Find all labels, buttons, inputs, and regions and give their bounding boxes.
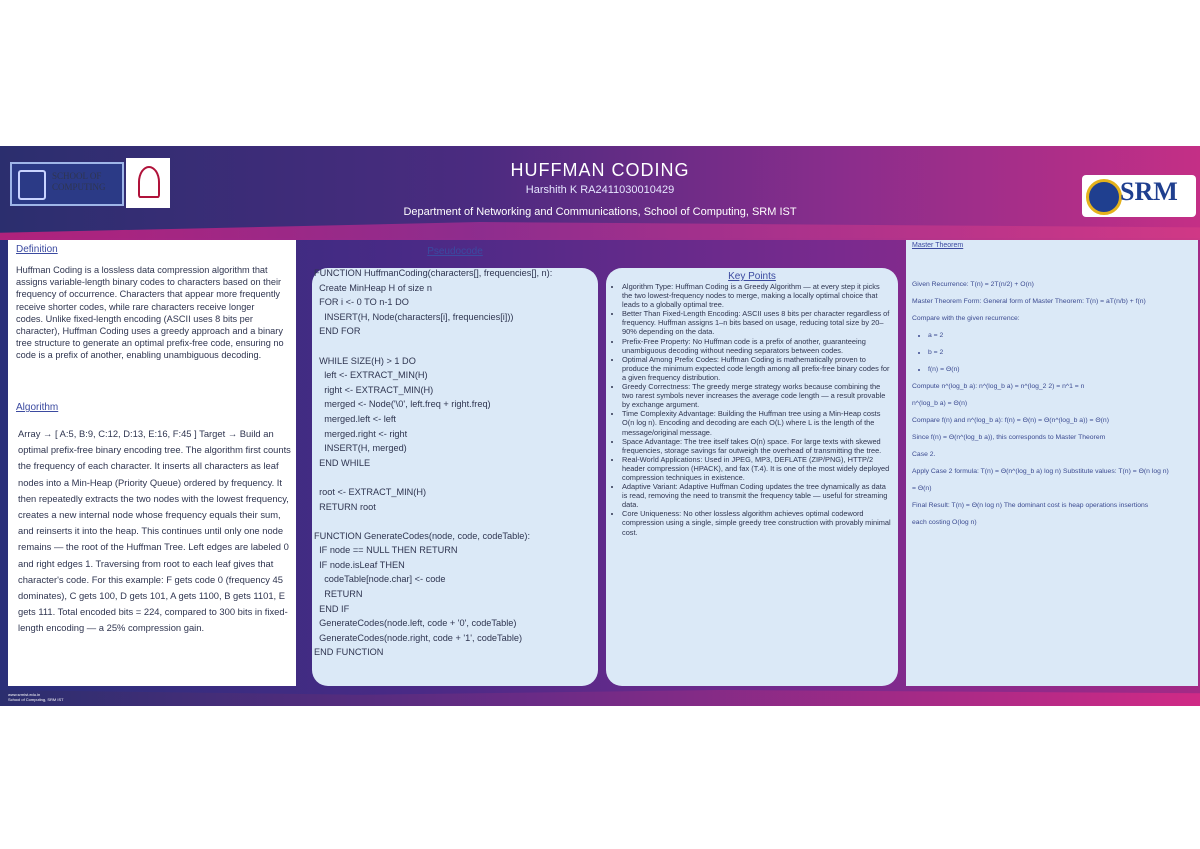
mt-compare2: Compare f(n) and n^(log_b a): f(n) = Θ(n) = Θ(n^(log_b a)) = Θ(n)	[912, 417, 1109, 424]
mt-apply: Apply Case 2 formula: T(n) = Θ(n^(log_b a) log n) Substitute values: T(n) = Θ(n log n)	[912, 468, 1169, 475]
pseudocode-line: left <- EXTRACT_MIN(H)	[314, 370, 428, 381]
poster-title: HUFFMAN CODING	[510, 160, 690, 180]
algorithm-heading: Algorithm	[16, 402, 59, 413]
runner-logo	[126, 158, 170, 208]
key-point-item: • Algorithm Type: Huffman Coding is a Greedy Algorithm — at every step it picks the two lowest-frequency nodes to merge, making a locally optimal choice that leads to a globally optimal tree.	[622, 282, 892, 309]
mt-form: Master Theorem Form: General form of Master Theorem: T(n) = aT(n/b) + f(n)	[912, 298, 1146, 305]
pseudocode-line: merged <- Node('\0', left.freq + right.freq)	[314, 399, 491, 410]
pseudocode-line: WHILE SIZE(H) > 1 DO	[314, 355, 416, 366]
mt-compute2: n^(log_b a) = Θ(n)	[912, 400, 968, 407]
soc-logo-text: SCHOOL OF COMPUTING	[52, 171, 106, 192]
poster-footer-stripe	[0, 690, 1200, 706]
key-points-panel	[606, 268, 898, 686]
mt-param-item: • b = 2	[928, 344, 1194, 361]
key-point-item: • Greedy Correctness: The greedy merge strategy works because combining the two rarest symbols never increases the average code length — a result provable by exchange argument.	[622, 382, 892, 409]
key-points-list	[610, 282, 892, 537]
key-point-item: • Optimal Among Prefix Codes: Huffman Coding is mathematically proven to produce the minimum expected code length among all prefix-free binary codes for a given frequency distribution.	[622, 355, 892, 382]
pseudocode-line: FUNCTION HuffmanCoding(characters[], frequencies[], n):	[314, 268, 553, 278]
key-point-item: • Time Complexity Advantage: Building the Huffman tree using a Min-Heap costs O(n log n). Encoding and decoding are each O(L) where L is the length of the message/original message.	[622, 409, 892, 436]
mt-param-item: • a = 2	[928, 327, 1194, 344]
pseudocode-line: INSERT(H, merged)	[314, 443, 407, 454]
pseudocode-heading: Pseudocode	[427, 246, 483, 257]
poster-author: Harshith K RA2411030010429	[525, 184, 675, 196]
key-point-item: • Adaptive Variant: Adaptive Huffman Coding updates the tree dynamically as data is read, removing the need to transmit the frequency table — useful for streaming data.	[622, 482, 892, 509]
srm-seal-icon	[1086, 179, 1122, 215]
pseudocode-line: FUNCTION GenerateCodes(node, code, codeTable):	[314, 530, 531, 541]
pseudocode-line: codeTable[node.char] <- code	[314, 574, 446, 585]
pseudocode-line: FOR i <- 0 TO n-1 DO	[314, 297, 409, 308]
pseudocode-line: Create MinHeap H of size n	[314, 282, 432, 293]
key-point-item: • Better Than Fixed-Length Encoding: ASCII uses 8 bits per character regardless of frequency. Huffman assigns 1–n bits based on usage, reducing total size by 20–90% depending on the data.	[622, 309, 892, 336]
srm-logo-text: SRM	[1120, 177, 1178, 206]
pseudocode-line: IF node == NULL THEN RETURN	[314, 545, 458, 556]
srm-logo	[1082, 175, 1196, 217]
school-of-computing-logo	[10, 162, 124, 206]
footer-url: www.srmist.edu.in	[8, 692, 41, 697]
definition-panel	[8, 240, 296, 686]
poster-department: Department of Networking and Communications, School of Computing, SRM IST	[403, 206, 797, 218]
definition-body: Huffman Coding is a lossless data compression algorithm that assigns variable-length binary codes to characters based on their frequency of occurrence. Characters that appear more frequently receive shorter codes, while rare characters receive longer codes. Unlike fixed-length encoding (ASCII uses 8 bits per character), Huffman Coding uses a greedy approach and a binary tree structure to generate an optimal prefix-free code, ensuring no code is a prefix of another, enabling unambiguous decoding.	[16, 265, 284, 361]
pseudocode-panel	[312, 246, 598, 686]
master-theorem-panel	[906, 240, 1198, 686]
pseudocode-line: IF node.isLeaf THEN	[314, 559, 405, 570]
mt-final2: each costing O(log n)	[912, 519, 977, 526]
soc-emblem-icon	[18, 170, 46, 200]
definition-heading: Definition	[16, 244, 58, 255]
key-point-item: • Space Advantage: The tree itself takes O(n) space. For large texts with skewed frequencies, storage savings far outweigh the overhead of transmitting the tree.	[622, 437, 892, 455]
algorithm-body: Array → [ A:5, B:9, C:12, D:13, E:16, F:45 ] Target → Build an optimal prefix-free binary encoding tree. The algorithm first counts the frequency of each character. It inserts all characters as leaf nodes into a Min-Heap (Priority Queue) ordered by frequency. It then repeatedly extracts the two nodes with the lowest frequency, creates a new internal node whose frequency equals their sum, and reinserts it into the heap. This continues until only one node remains — the root of the Huffman Tree. Left edges are labeled 0 and right edges 1. Traversing from root to each leaf gives that character's code. For this example: F gets code 0 (frequency 45 dominates), C gets 100, D gets 101, A gets 1100, B gets 1101, E gets 111. Total encoded bits = 224, compared to 300 bits in fixed-length encoding — a 25% compression gain.	[18, 428, 291, 634]
pseudocode-line: END FUNCTION	[314, 647, 384, 658]
runner-figure-icon	[138, 166, 160, 198]
pseudocode-line	[314, 339, 596, 354]
pseudocode-line: END IF	[314, 603, 350, 614]
master-theorem-heading: Master Theorem	[912, 242, 964, 249]
key-point-item: • Real-World Applications: Used in JPEG, MP3, DEFLATE (ZIP/PNG), HTTP/2 header compression (HPACK), and fax (T.4). It is one of the most widely deployed compression techniques in existence.	[622, 455, 892, 482]
mt-case: Case 2.	[912, 451, 936, 458]
pseudocode-line: right <- EXTRACT_MIN(H)	[314, 384, 434, 395]
key-points-heading: Key Points	[728, 271, 776, 282]
key-point-item: • Core Uniqueness: No other lossless algorithm achieves optimal codeword compression using a single, simple greedy tree construction with provably minimal cost.	[622, 509, 892, 536]
mt-apply2: = Θ(n)	[912, 485, 932, 492]
pseudocode-line: root <- EXTRACT_MIN(H)	[314, 486, 427, 497]
pseudocode-line: merged.left <- left	[314, 413, 396, 424]
mt-param-item: • f(n) = Θ(n)	[928, 361, 1194, 378]
footer-org: School of Computing, SRM IST	[8, 697, 64, 702]
pseudocode-line: RETURN root	[314, 501, 376, 512]
pseudocode-block	[314, 266, 596, 660]
pseudocode-line: END FOR	[314, 326, 361, 337]
pseudocode-line: RETURN	[314, 589, 363, 600]
pseudocode-line: GenerateCodes(node.left, code + '0', codeTable)	[314, 618, 517, 629]
mt-params-list	[912, 327, 1194, 378]
key-point-item: • Prefix-Free Property: No Huffman code is a prefix of another, guaranteeing unambiguous decoding without needing separators between codes.	[622, 337, 892, 355]
pseudocode-line: INSERT(H, Node(characters[i], frequencies[i]))	[314, 311, 514, 322]
mt-given: Given Recurrence: T(n) = 2T(n/2) + O(n)	[912, 281, 1034, 288]
pseudocode-line	[314, 470, 596, 485]
mt-since: Since f(n) = Θ(n^(log_b a)), this corresponds to Master Theorem	[912, 434, 1106, 441]
pseudocode-line: GenerateCodes(node.right, code + '1', codeTable)	[314, 632, 523, 643]
mt-final: Final Result: T(n) = Θ(n log n) The dominant cost is heap operations insertions	[912, 502, 1149, 509]
pseudocode-line	[314, 514, 596, 529]
pseudocode-line: END WHILE	[314, 457, 371, 468]
footer-tiny-text	[8, 692, 64, 702]
mt-compare: Compare with the given recurrence:	[912, 315, 1020, 322]
pseudocode-line: merged.right <- right	[314, 428, 408, 439]
mt-compute: Compute n^(log_b a): n^(log_b a) = n^(log_2 2) = n^1 = n	[912, 383, 1085, 390]
